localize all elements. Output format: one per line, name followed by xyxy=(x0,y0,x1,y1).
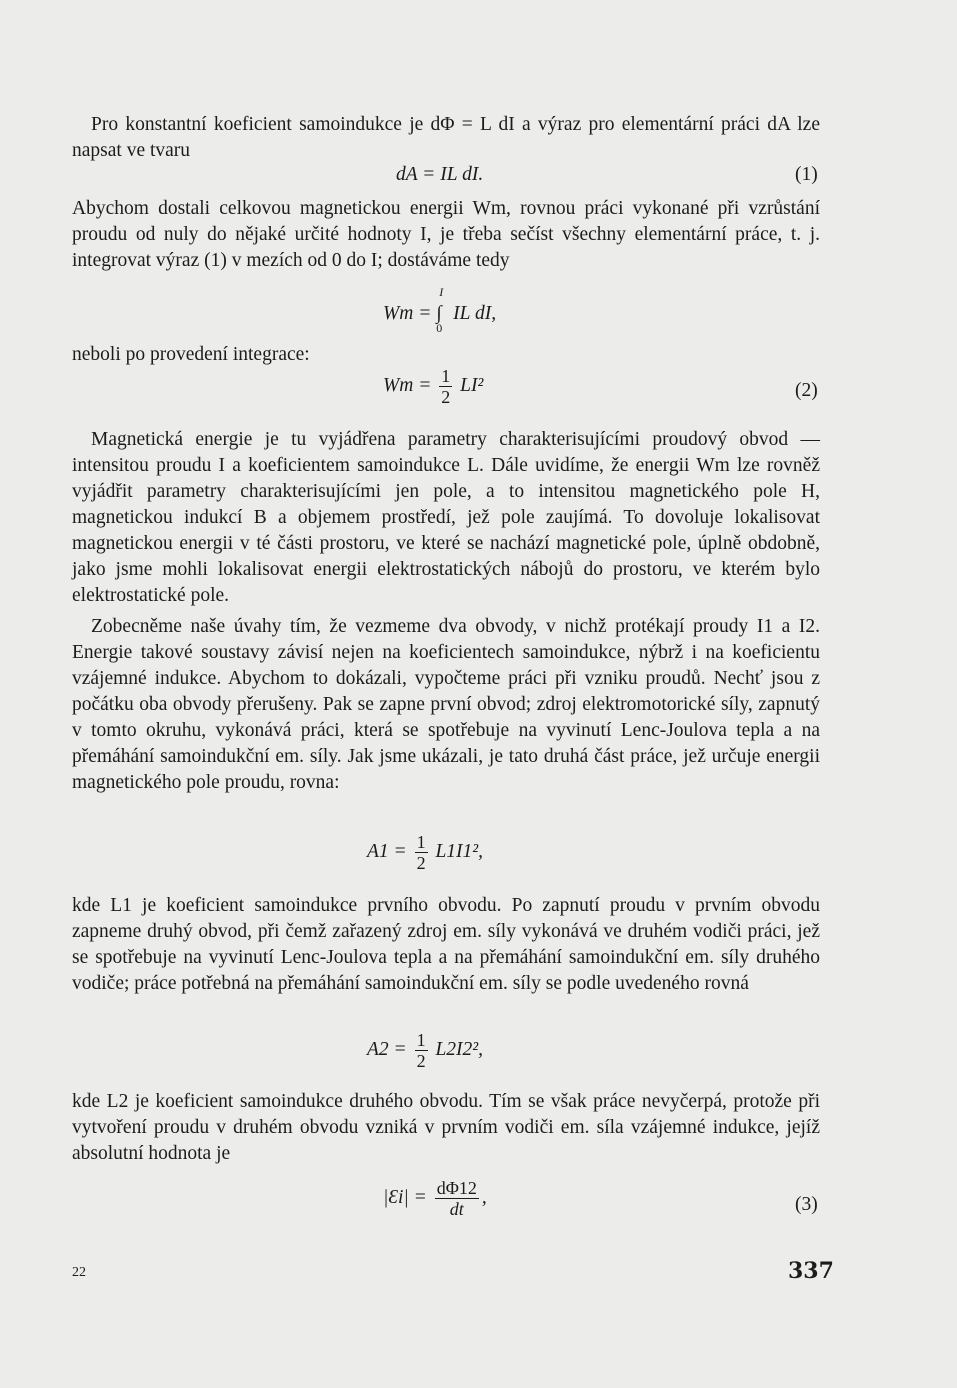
integration-label: neboli po provedení integrace: xyxy=(72,344,310,365)
equation-2 xyxy=(383,366,483,407)
equation-A2-rhs: L2I2², xyxy=(435,1038,484,1060)
paragraph-text: Pro konstantní koeficient samoindukce je dΦ = L dI a výraz pro elementární práci dA lze napsat ve tvaru xyxy=(72,114,820,161)
paragraph-text: kde L2 je koeficient samoindukce druhého obvodu. Tím se však práce nevyčerpá, protože při vytvoření proudu v druhém obvodu vzniká v prvním vodiči em. síla vzájemné indukce, jejíž absolutní hodnota je xyxy=(72,1091,820,1164)
equation-A2 xyxy=(367,1030,483,1071)
paragraph-text: Abychom dostali celkovou magnetickou energii Wm, rovnou práci vykonané při vzrůstání proudu od nuly do nějaké určité hodnoty I, je třeba sečíst všechny elementární práce, t. j. integrovat výraz (1) v mezích od 0 do I; dostáváme tedy xyxy=(72,198,820,271)
integral-sign: ∫ I 0 xyxy=(436,285,444,335)
integral-body: IL dI, xyxy=(453,303,497,324)
fraction-numerator: dΦ12 xyxy=(436,1178,477,1198)
fraction-denominator: dt xyxy=(449,1199,464,1219)
paragraph-6 xyxy=(72,893,820,997)
equation-3-lhs: |Ɛi| = xyxy=(383,1186,427,1208)
paragraph-7 xyxy=(72,1089,820,1167)
integral-lhs: Wm = xyxy=(383,303,432,324)
equation-1-text: dA = IL dI. xyxy=(396,164,484,185)
equation-A1-lhs: A1 = xyxy=(367,840,407,862)
fraction-half xyxy=(439,366,452,407)
signature-mark: 22 xyxy=(72,1265,86,1280)
fraction-half xyxy=(415,1030,428,1071)
fraction-numerator: 1 xyxy=(416,832,426,852)
equation-2-rhs: LI² xyxy=(460,374,484,396)
paragraph-2 xyxy=(72,196,820,274)
paragraph-4 xyxy=(72,427,820,609)
fraction-numerator: 1 xyxy=(416,1030,426,1050)
equation-1-number: (1) xyxy=(795,164,818,185)
page-number: 337 xyxy=(788,1258,834,1284)
equation-A1 xyxy=(367,832,483,873)
fraction-flux-derivative xyxy=(435,1178,479,1219)
paragraph-5 xyxy=(72,614,820,796)
fraction-numerator: 1 xyxy=(441,366,451,386)
fraction-denominator: 2 xyxy=(416,853,426,873)
equation-integral xyxy=(383,285,497,335)
paragraph-text: Magnetická energie je tu vyjádřena parametry charakterisujícími proudový obvod — intensitou proudu I a koeficientem samoindukce L. Dále uvidíme, že energii Wm lze rovněž vyjádřit parametry charakterisujícími jen pole, a to intensitou magnetického pole H, magnetickou indukcí B a objemem prostředí, jež pole zaujímá. To dovoluje lokalisovat magnetickou energii v té části prostoru, ve které se nachází magnetické pole, úplně obdobně, jako jsme mohli lokalisovat energii elektrostatických nábojů do prostoru, ve kterém bylo elektrostatické pole. xyxy=(72,429,820,606)
paragraph-text: Zobecněme naše úvahy tím, že vezmeme dva obvody, v nichž protékají proudy I1 a I2. Energie takové soustavy závisí nejen na koeficientech samoindukce, nýbrž i na koeficientu vzájemné indukce. Abychom to dokázali, vypočteme práci při vzniku proudů. Nechť jsou z počátku oba obvody přerušeny. Pak se zapne první obvod; zdroj elektromotorické síly, zapnutý v tomto okruhu, vykonává práci, která se spotřebuje na vyvinutí Lenc-Joulova tepla a na přemáhání samoindukční em. síly. Jak jsme ukázali, je tato druhá část práce, jež určuje energii magnetického pole proudu, rovna: xyxy=(72,616,820,793)
paragraph-text: kde L1 je koeficient samoindukce prvního obvodu. Po zapnutí proudu v prvním obvodu zapneme druhý obvod, při čemž zařazený zdroj em. síly vykonává ve druhém vodiči práci, jež se spotřebuje na vyvinutí Lenc-Joulova tepla a na přemáhání samoindukční em. síly druhého vodiče; práce potřebná na přemáhání samoindukční em. síly se podle uvedeného rovná xyxy=(72,895,820,994)
integral-upper-limit: I xyxy=(439,285,444,299)
equation-2-lhs: Wm = xyxy=(383,374,432,396)
equation-A2-lhs: A2 = xyxy=(367,1038,407,1060)
equation-3: |Ɛi| = $\frac{d\Phi 12}{dt}$ , xyxy=(383,1178,487,1219)
equation-A1-rhs: L1I1², xyxy=(435,840,484,862)
equation-2-number: (2) xyxy=(795,380,818,401)
fraction-half xyxy=(415,832,428,873)
equation-3-number: (3) xyxy=(795,1194,818,1215)
paragraph-1 xyxy=(72,112,820,164)
fraction-denominator: 2 xyxy=(416,1051,426,1071)
integral-lower-limit: 0 xyxy=(436,321,443,335)
fraction-denominator: 2 xyxy=(441,387,451,407)
equation-1 xyxy=(396,164,483,186)
